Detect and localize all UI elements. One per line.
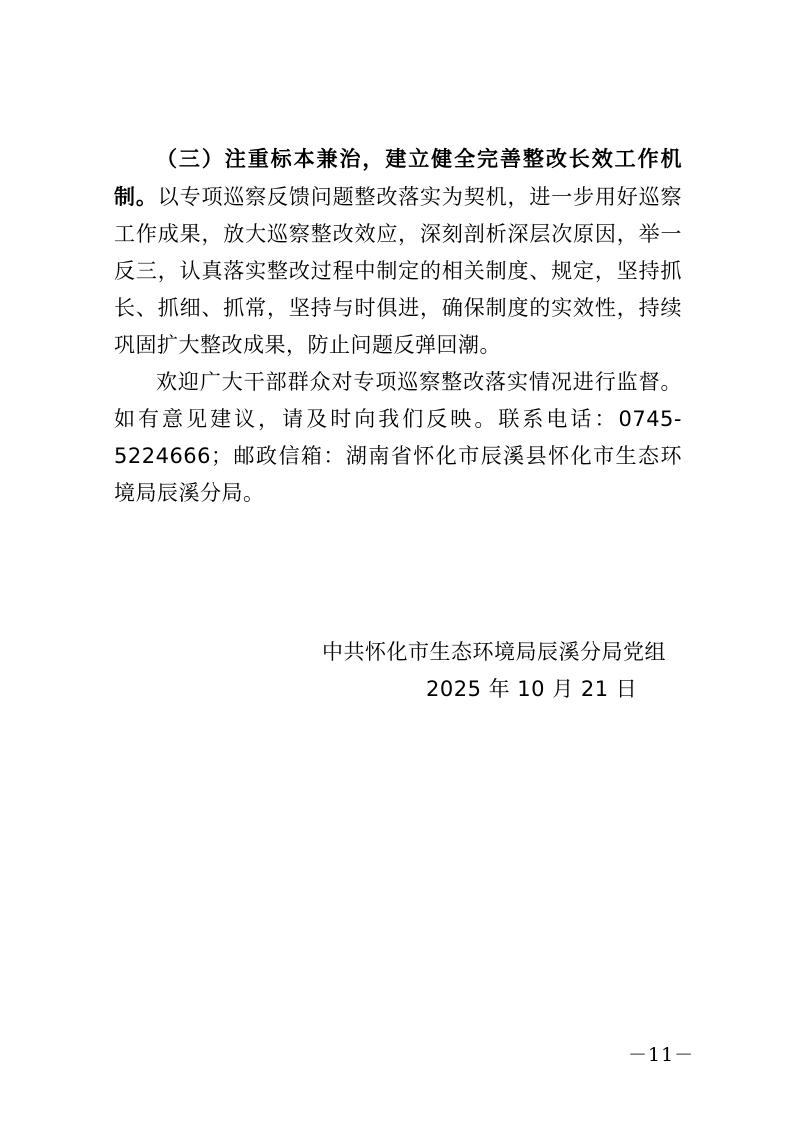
paragraph-text: 欢迎广大干部群众对专项巡察整改落实情况进行监督。如有意见建议，请及时向我们反映。联系电话：0745-5224666；邮政信箱：湖南省怀化市辰溪县怀化市生态环境局辰溪分局。 [114, 370, 682, 505]
paragraph-text: 以专项巡察反馈问题整改落实为契机，进一步用好巡察工作成果，放大巡察整改效应，深刻剖析深层次原因，举一反三，认真落实整改过程中制定的相关制度、规定，坚持抓长、抓细、抓常，坚持与时俱进，确保制度的实效性，持续巩固扩大整改成果，防止问题反弹回潮。 [114, 185, 683, 357]
signature-organization: 中共怀化市生态环境局辰溪分局党组 [322, 640, 666, 664]
paragraph-rectification-mechanism [114, 140, 682, 364]
signature-date: 2025 年 10 月 21 日 [426, 677, 638, 701]
signature-block [322, 634, 722, 708]
paragraph-heading: （三）注重标本兼治，建立健全完善整改长效工作机制。 [114, 146, 682, 209]
page-number: －11－ [628, 1044, 695, 1066]
paragraph-supervision-contact [114, 364, 682, 512]
document-body [114, 140, 682, 512]
